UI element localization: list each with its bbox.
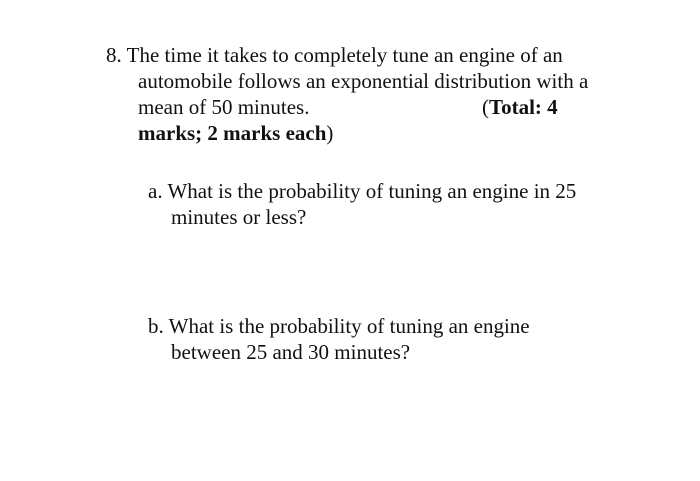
part-b-line-1: b. What is the probability of tuning an engine <box>148 314 530 338</box>
question-text-line-3: mean of 50 minutes. <box>138 95 310 119</box>
marks-each-label: marks; 2 marks each <box>138 121 327 145</box>
question-text-line-1: 8. The time it takes to completely tune an engine of an <box>106 43 563 67</box>
part-b-line-2: between 25 and 30 minutes? <box>171 340 411 364</box>
question-text-line-2: automobile follows an exponential distribution with a <box>138 69 589 93</box>
marks-breakdown <box>138 120 333 146</box>
total-marks-value: Total: 4 <box>489 95 558 119</box>
total-open-paren: ( <box>482 95 489 119</box>
marks-close-paren: ) <box>326 121 334 145</box>
total-marks-label <box>482 94 558 120</box>
part-a-line-2: minutes or less? <box>171 205 307 229</box>
part-a-line-1: a. What is the probability of tuning an engine in 25 <box>148 179 577 203</box>
